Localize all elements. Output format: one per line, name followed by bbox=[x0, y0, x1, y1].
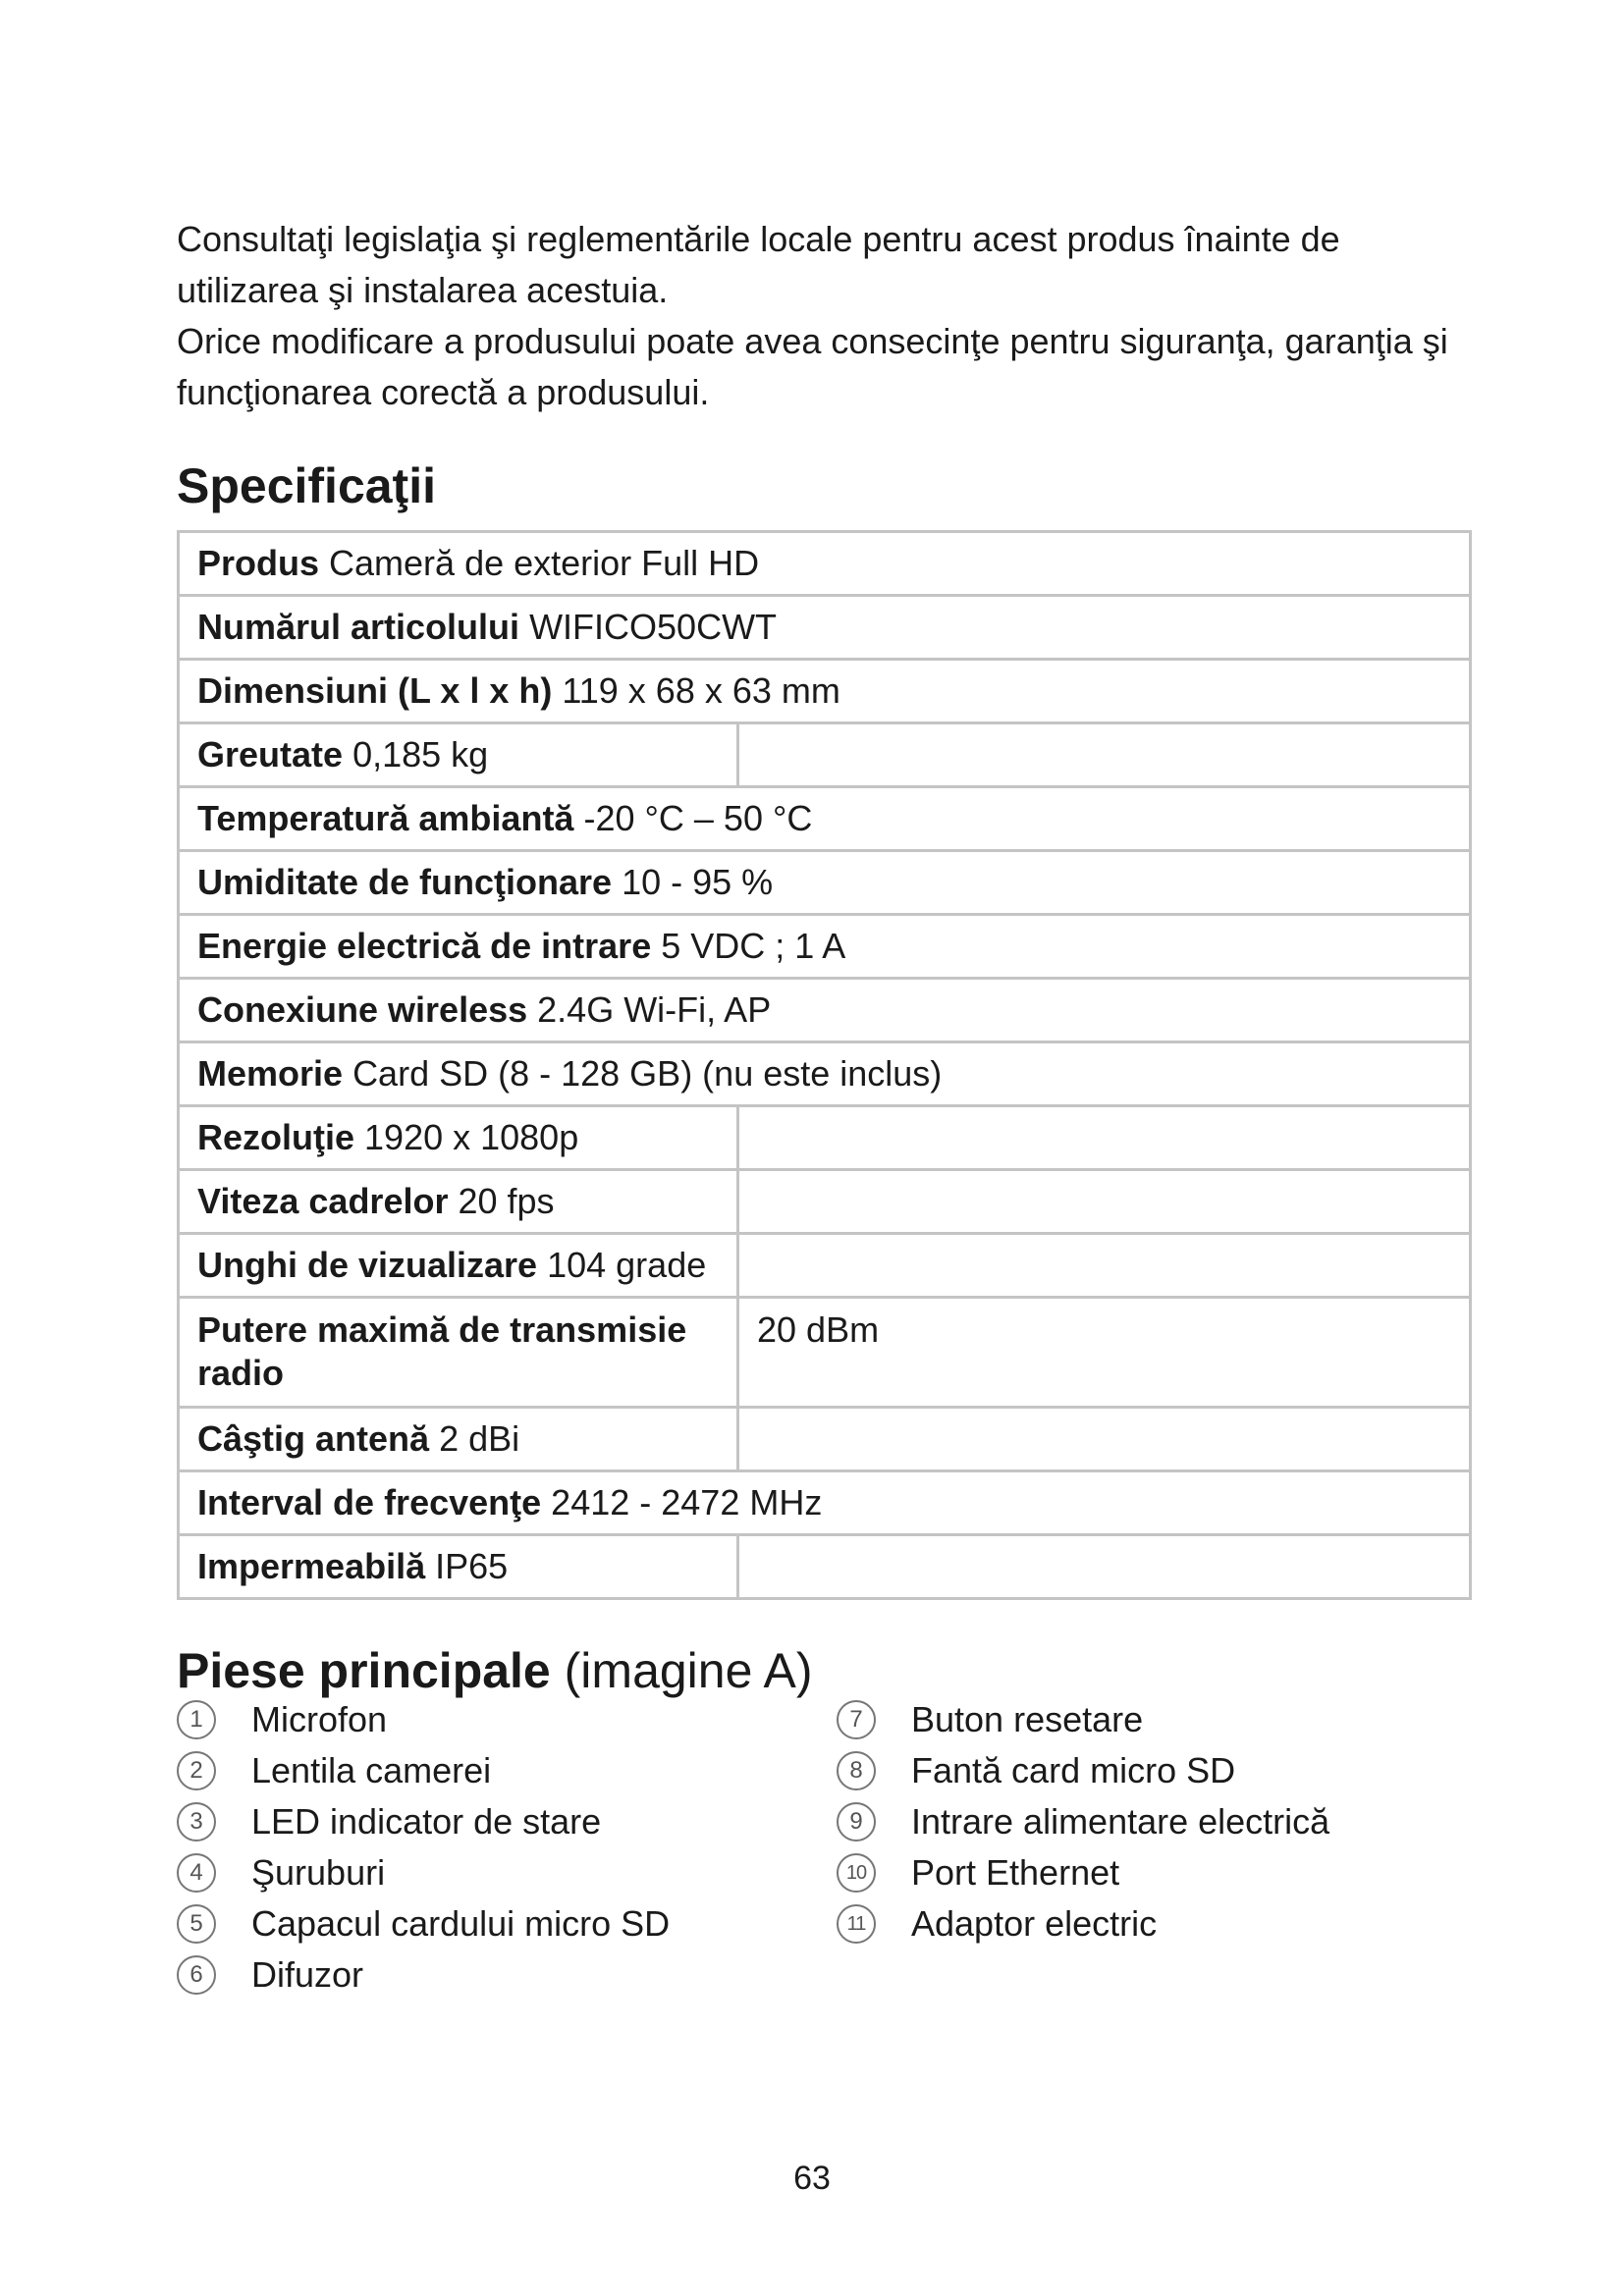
table-row bbox=[179, 532, 1471, 596]
list-item bbox=[177, 1796, 805, 1847]
part-label: Fantă card micro SD bbox=[911, 1750, 1236, 1790]
spec-value-cell: 20 dBm bbox=[738, 1298, 1471, 1408]
main-parts-heading-bold: Piese principale bbox=[177, 1643, 551, 1698]
table-row bbox=[179, 851, 1471, 915]
spec-value: 104 grade bbox=[547, 1245, 707, 1285]
spec-label: Numărul articolului bbox=[197, 607, 520, 647]
spec-label: Produs bbox=[197, 543, 320, 583]
part-label: Port Ethernet bbox=[911, 1852, 1120, 1893]
table-row bbox=[179, 915, 1471, 979]
number-circle-icon: 9 bbox=[837, 1802, 876, 1842]
list-item bbox=[177, 1949, 805, 2001]
table-row bbox=[179, 1042, 1471, 1106]
part-label: Difuzor bbox=[251, 1954, 364, 1995]
list-item bbox=[177, 1847, 805, 1898]
specifications-heading: Specificaţii bbox=[177, 458, 436, 513]
spec-value: 0,185 kg bbox=[352, 734, 489, 774]
number-circle-icon: 11 bbox=[837, 1904, 876, 1944]
spec-value: 1920 x 1080p bbox=[364, 1117, 579, 1157]
spec-label: Câştig antenă bbox=[197, 1418, 430, 1459]
part-label: Şuruburi bbox=[251, 1852, 386, 1893]
spec-value: 2412 - 2472 MHz bbox=[551, 1482, 823, 1522]
empty-cell bbox=[738, 1535, 1471, 1599]
table-row bbox=[179, 1408, 1471, 1471]
empty-cell bbox=[738, 723, 1471, 787]
part-label: LED indicator de stare bbox=[251, 1801, 602, 1842]
number-circle-icon: 1 bbox=[177, 1700, 216, 1739]
number-circle-icon: 8 bbox=[837, 1751, 876, 1790]
spec-label: Dimensiuni (L x l x h) bbox=[197, 670, 553, 711]
spec-cell bbox=[179, 532, 1471, 596]
spec-label: Interval de frecvenţe bbox=[197, 1482, 542, 1522]
spec-label: Rezoluţie bbox=[197, 1117, 355, 1157]
spec-label: Umiditate de funcţionare bbox=[197, 862, 613, 902]
spec-label: Viteza cadrelor bbox=[197, 1181, 449, 1221]
specifications-table bbox=[177, 530, 1472, 1600]
spec-value: WIFICO50CWT bbox=[529, 607, 778, 647]
spec-cell bbox=[179, 1535, 738, 1599]
empty-cell bbox=[738, 1106, 1471, 1170]
number-circle-icon: 2 bbox=[177, 1751, 216, 1790]
spec-label: Energie electrică de intrare bbox=[197, 926, 652, 966]
table-row bbox=[179, 1471, 1471, 1535]
table-row bbox=[179, 596, 1471, 660]
table-row bbox=[179, 723, 1471, 787]
table-row bbox=[179, 979, 1471, 1042]
table-row bbox=[179, 1535, 1471, 1599]
part-label: Microfon bbox=[251, 1699, 388, 1739]
spec-cell bbox=[179, 915, 1471, 979]
parts-list-left bbox=[177, 1694, 805, 2001]
table-row bbox=[179, 1234, 1471, 1298]
empty-cell bbox=[738, 1408, 1471, 1471]
spec-cell bbox=[179, 1408, 738, 1471]
table-row bbox=[179, 1298, 1471, 1408]
list-item bbox=[177, 1745, 805, 1796]
table-row bbox=[179, 1170, 1471, 1234]
spec-cell bbox=[179, 979, 1471, 1042]
empty-cell bbox=[738, 1170, 1471, 1234]
table-row bbox=[179, 787, 1471, 851]
number-circle-icon: 5 bbox=[177, 1904, 216, 1944]
spec-value: IP65 bbox=[435, 1546, 509, 1586]
table-row bbox=[179, 660, 1471, 723]
intro-paragraph-1: Consultaţi legislaţia şi reglementările locale pentru acest produs înainte de utilizarea şi instalarea acestuia. bbox=[177, 219, 1340, 310]
spec-cell bbox=[179, 1471, 1471, 1535]
parts-list-right bbox=[837, 1694, 1465, 1949]
part-label: Adaptor electric bbox=[911, 1903, 1158, 1944]
list-item bbox=[837, 1694, 1465, 1745]
spec-value: 2 dBi bbox=[439, 1418, 520, 1459]
list-item bbox=[177, 1694, 805, 1745]
spec-cell bbox=[179, 1170, 738, 1234]
main-parts-heading-suffix: (imagine A) bbox=[564, 1643, 813, 1698]
spec-label: Impermeabilă bbox=[197, 1546, 426, 1586]
number-circle-icon: 10 bbox=[837, 1853, 876, 1893]
spec-label: Unghi de vizualizare bbox=[197, 1245, 538, 1285]
spec-value: Cameră de exterior Full HD bbox=[329, 543, 760, 583]
list-item bbox=[837, 1745, 1465, 1796]
part-label: Lentila camerei bbox=[251, 1750, 492, 1790]
spec-cell bbox=[179, 596, 1471, 660]
spec-cell bbox=[179, 851, 1471, 915]
list-item bbox=[177, 1898, 805, 1949]
spec-value: Card SD (8 - 128 GB) (nu este inclus) bbox=[352, 1053, 943, 1094]
spec-label: Greutate bbox=[197, 734, 344, 774]
spec-value: 20 fps bbox=[458, 1181, 555, 1221]
empty-cell bbox=[738, 1234, 1471, 1298]
intro-text bbox=[177, 214, 1463, 418]
table-row bbox=[179, 1106, 1471, 1170]
number-circle-icon: 4 bbox=[177, 1853, 216, 1893]
intro-paragraph-2: Orice modificare a produsului poate avea consecinţe pentru siguranţa, garanţia şi funcţionarea corectă a produsului. bbox=[177, 321, 1448, 412]
spec-label: Temperatură ambiantă bbox=[197, 798, 574, 838]
number-circle-icon: 3 bbox=[177, 1802, 216, 1842]
spec-label: Conexiune wireless bbox=[197, 989, 528, 1030]
spec-label-cell: Putere maximă de transmisie radio bbox=[179, 1298, 738, 1408]
spec-value: 10 - 95 % bbox=[622, 862, 774, 902]
spec-cell bbox=[179, 1234, 738, 1298]
number-circle-icon: 7 bbox=[837, 1700, 876, 1739]
spec-cell bbox=[179, 723, 738, 787]
spec-cell bbox=[179, 787, 1471, 851]
part-label: Buton resetare bbox=[911, 1699, 1144, 1739]
spec-value: 119 x 68 x 63 mm bbox=[562, 670, 840, 711]
main-parts-heading bbox=[177, 1639, 813, 1702]
list-item bbox=[837, 1847, 1465, 1898]
spec-cell bbox=[179, 660, 1471, 723]
list-item bbox=[837, 1898, 1465, 1949]
spec-value: 2.4G Wi-Fi, AP bbox=[537, 989, 772, 1030]
list-item bbox=[837, 1796, 1465, 1847]
spec-cell bbox=[179, 1106, 738, 1170]
number-circle-icon: 6 bbox=[177, 1955, 216, 1995]
part-label: Capacul cardului micro SD bbox=[251, 1903, 671, 1944]
page-number: 63 bbox=[793, 2160, 831, 2197]
part-label: Intrare alimentare electrică bbox=[911, 1801, 1330, 1842]
spec-value: 5 VDC ; 1 A bbox=[661, 926, 846, 966]
spec-value: -20 °C – 50 °C bbox=[583, 798, 813, 838]
spec-cell bbox=[179, 1042, 1471, 1106]
spec-label: Memorie bbox=[197, 1053, 344, 1094]
